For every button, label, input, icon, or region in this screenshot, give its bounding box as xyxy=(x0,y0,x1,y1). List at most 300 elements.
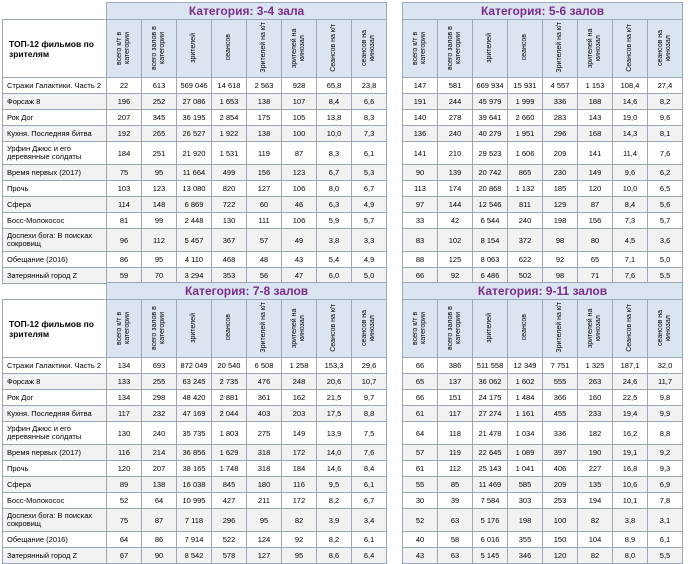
table-row xyxy=(3,445,387,461)
table-cell: 95 xyxy=(142,165,177,181)
table-cell: 2 448 xyxy=(177,213,212,229)
column-header-cell xyxy=(352,20,387,78)
table-cell: 52 xyxy=(107,493,142,509)
table-cell: 117 xyxy=(107,406,142,422)
column-header-cell xyxy=(543,20,578,78)
table-cell: 58 xyxy=(438,532,473,548)
film-name: Кухня. Последняя битва xyxy=(3,126,107,142)
table-cell: 87 xyxy=(282,142,317,165)
film-name: Форсаж 8 xyxy=(3,374,107,390)
table-cell: 555 xyxy=(543,374,578,390)
column-header-cell xyxy=(543,300,578,358)
table-cell: 82 xyxy=(578,509,613,532)
table-cell: 4,9 xyxy=(352,197,387,213)
table-cell: 8,0 xyxy=(613,548,648,564)
table-cell: 622 xyxy=(508,252,543,268)
table-cell: 8,2 xyxy=(648,94,683,110)
table-cell: 162 xyxy=(282,390,317,406)
table-cell: 120 xyxy=(578,181,613,197)
column-header: зрителей xyxy=(486,312,493,343)
column-header-cell xyxy=(648,20,683,78)
table-cell: 9,7 xyxy=(352,390,387,406)
table-cell: 11,7 xyxy=(648,374,683,390)
table-cell: 95 xyxy=(282,548,317,564)
table-cell: 16,8 xyxy=(613,461,648,477)
table-cell: 8,9 xyxy=(613,532,648,548)
table-cell: 119 xyxy=(247,142,282,165)
film-name: Доспехи бога: В поисках сокровищ xyxy=(3,229,107,252)
table-cell: 2 854 xyxy=(212,110,247,126)
column-header: сеансов на кинозал xyxy=(361,29,377,66)
column-header: всего залов в категории xyxy=(447,25,462,70)
table-cell: 207 xyxy=(107,110,142,126)
table-row xyxy=(403,477,683,493)
table-cell: 52 xyxy=(403,509,438,532)
table-cell: 669 934 xyxy=(473,78,508,94)
table-cell: 1 606 xyxy=(508,142,543,165)
table-cell: 150 xyxy=(543,532,578,548)
table-cell: 6 869 xyxy=(177,197,212,213)
table-cell: 96 xyxy=(107,229,142,252)
table-cell: 210 xyxy=(438,142,473,165)
category-title: Категория: 3-4 зала xyxy=(107,3,387,20)
table-cell: 36 856 xyxy=(177,445,212,461)
table-cell: 7,8 xyxy=(648,493,683,509)
row-header: ТОП-12 фильмов по зрителям xyxy=(3,300,107,358)
table-cell: 16,2 xyxy=(613,422,648,445)
table-cell: 9,6 xyxy=(648,110,683,126)
table-cell: 14,6 xyxy=(317,461,352,477)
table-cell: 8,4 xyxy=(613,197,648,213)
table-row xyxy=(403,461,683,477)
film-name: Стражи Галактики. Часть 2 xyxy=(3,78,107,94)
table-cell: 9,3 xyxy=(648,461,683,477)
table-row xyxy=(3,406,387,422)
column-header: Сеансов на к/т xyxy=(626,303,633,352)
table-cell: 353 xyxy=(212,268,247,284)
table-cell: 90 xyxy=(142,548,177,564)
table-cell: 613 xyxy=(142,78,177,94)
table-cell: 928 xyxy=(282,78,317,94)
table-cell: 21,5 xyxy=(317,390,352,406)
table-cell: 86 xyxy=(142,532,177,548)
table-cell: 147 xyxy=(403,78,438,94)
column-header-cell xyxy=(438,20,473,78)
table-cell: 5 145 xyxy=(473,548,508,564)
category-title: Категория: 5-6 залов xyxy=(403,3,683,20)
column-header: зрителей xyxy=(486,32,493,63)
table-cell: 7,3 xyxy=(352,126,387,142)
table-cell: 13 080 xyxy=(177,181,212,197)
column-header: сеансов на кинозал xyxy=(657,309,672,346)
table-cell: 6,9 xyxy=(648,477,683,493)
film-name: Форсаж 8 xyxy=(3,94,107,110)
column-header: всего к/т в категории xyxy=(116,30,131,65)
table-cell: 139 xyxy=(438,165,473,181)
column-header-cell xyxy=(282,20,317,78)
table-cell: 19,1 xyxy=(613,445,648,461)
table-cell: 106 xyxy=(282,213,317,229)
column-header-cell xyxy=(578,300,613,358)
table-cell: 151 xyxy=(438,390,473,406)
table-row xyxy=(403,142,683,165)
film-name: Обещание (2016) xyxy=(3,252,107,268)
panel-7-8 xyxy=(2,282,392,564)
column-header: зрителей xyxy=(190,32,197,63)
table-cell: 21 478 xyxy=(473,422,508,445)
table-cell: 5,5 xyxy=(648,548,683,564)
row-header: ТОП-12 фильмов по зрителям xyxy=(3,20,107,78)
table-cell: 3,8 xyxy=(317,229,352,252)
table-cell: 8,1 xyxy=(648,126,683,142)
table-cell: 198 xyxy=(508,509,543,532)
table-cell: 118 xyxy=(438,422,473,445)
table-cell: 5,0 xyxy=(352,268,387,284)
table-cell: 1 803 xyxy=(212,422,247,445)
column-header: всего к/т в категории xyxy=(412,30,427,65)
table-cell: 138 xyxy=(142,477,177,493)
column-header: сеансов на кинозал xyxy=(361,309,377,346)
table-cell: 92 xyxy=(543,252,578,268)
table-cell: 240 xyxy=(438,126,473,142)
table-cell: 240 xyxy=(508,213,543,229)
table-cell: 22,5 xyxy=(613,390,648,406)
table-cell: 194 xyxy=(578,493,613,509)
table-cell: 522 xyxy=(212,532,247,548)
table-cell: 820 xyxy=(212,181,247,197)
table-cell: 6,2 xyxy=(648,165,683,181)
table-cell: 233 xyxy=(578,406,613,422)
column-header-cell xyxy=(403,300,438,358)
table-cell: 5 176 xyxy=(473,509,508,532)
table-row xyxy=(3,213,387,229)
table-cell: 240 xyxy=(142,422,177,445)
table-row xyxy=(403,532,683,548)
table-cell: 811 xyxy=(508,197,543,213)
category-table xyxy=(2,2,387,284)
table-cell: 10,6 xyxy=(613,477,648,493)
table-cell: 160 xyxy=(578,390,613,406)
table-cell: 8,3 xyxy=(352,110,387,126)
table-cell: 367 xyxy=(212,229,247,252)
film-name: Урфин Джюс и его деревянные солдаты xyxy=(3,142,107,165)
panel-5-6 xyxy=(402,2,688,284)
table-cell: 8,4 xyxy=(352,461,387,477)
table-cell: 120 xyxy=(543,548,578,564)
table-cell: 16 038 xyxy=(177,477,212,493)
table-cell: 43 xyxy=(403,548,438,564)
table-cell: 3,9 xyxy=(317,509,352,532)
table-cell: 190 xyxy=(578,445,613,461)
column-header: Сеансов на к/т xyxy=(626,23,633,72)
table-cell: 9,5 xyxy=(317,477,352,493)
table-cell: 6,5 xyxy=(648,181,683,197)
table-cell: 20 540 xyxy=(212,358,247,374)
table-cell: 156 xyxy=(578,213,613,229)
film-name: Босс-Молокосос xyxy=(3,493,107,509)
table-cell: 36 195 xyxy=(177,110,212,126)
table-row xyxy=(3,252,387,268)
category-title: Категория: 7-8 залов xyxy=(107,283,387,300)
column-header-cell xyxy=(212,300,247,358)
table-cell: 20,6 xyxy=(317,374,352,390)
table-cell: 112 xyxy=(438,461,473,477)
table-cell: 80 xyxy=(578,229,613,252)
table-cell: 29,6 xyxy=(352,358,387,374)
table-cell: 92 xyxy=(282,532,317,548)
table-cell: 125 xyxy=(438,252,473,268)
column-header-cell xyxy=(473,20,508,78)
table-row xyxy=(403,445,683,461)
table-cell: 722 xyxy=(212,197,247,213)
table-row xyxy=(3,110,387,126)
table-cell: 57 xyxy=(247,229,282,252)
table-cell: 105 xyxy=(282,110,317,126)
table-row xyxy=(403,181,683,197)
table-cell: 30 xyxy=(403,493,438,509)
table-cell: 7,6 xyxy=(648,142,683,165)
table-cell: 569 046 xyxy=(177,78,212,94)
table-cell: 406 xyxy=(543,461,578,477)
table-cell: 578 xyxy=(212,548,247,564)
table-cell: 372 xyxy=(508,229,543,252)
table-cell: 10,7 xyxy=(352,374,387,390)
film-name: Затерянный город Z xyxy=(3,268,107,284)
table-cell: 13,8 xyxy=(317,110,352,126)
table-row xyxy=(3,165,387,181)
panel-3-4 xyxy=(2,2,392,284)
table-cell: 9,6 xyxy=(613,165,648,181)
table-cell: 148 xyxy=(142,197,177,213)
table-cell: 40 xyxy=(403,532,438,548)
table-cell: 168 xyxy=(578,126,613,142)
table-row xyxy=(3,548,387,564)
table-cell: 1 153 xyxy=(578,78,613,94)
table-row xyxy=(403,94,683,110)
table-cell: 455 xyxy=(543,406,578,422)
table-cell: 8 063 xyxy=(473,252,508,268)
table-cell: 1 132 xyxy=(508,181,543,197)
table-cell: 3,6 xyxy=(648,229,683,252)
column-header-cell xyxy=(508,300,543,358)
table-cell: 119 xyxy=(438,445,473,461)
table-cell: 207 xyxy=(142,461,177,477)
table-cell: 70 xyxy=(142,268,177,284)
table-cell: 214 xyxy=(142,445,177,461)
table-cell: 112 xyxy=(142,229,177,252)
column-header-cell xyxy=(473,300,508,358)
table-cell: 113 xyxy=(403,181,438,197)
table-cell: 90 xyxy=(403,165,438,181)
table-cell: 123 xyxy=(282,165,317,181)
table-cell: 6 486 xyxy=(473,268,508,284)
table-cell: 14,6 xyxy=(613,94,648,110)
table-cell: 14 618 xyxy=(212,78,247,94)
table-cell: 4 110 xyxy=(177,252,212,268)
table-cell: 8 542 xyxy=(177,548,212,564)
table-cell: 6,7 xyxy=(352,493,387,509)
table-cell: 124 xyxy=(247,532,282,548)
table-cell: 24,6 xyxy=(613,374,648,390)
table-cell: 1 041 xyxy=(508,461,543,477)
table-cell: 211 xyxy=(247,493,282,509)
table-cell: 298 xyxy=(142,390,177,406)
film-name: Рок Дог xyxy=(3,110,107,126)
table-cell: 46 xyxy=(282,197,317,213)
table-cell: 111 xyxy=(247,213,282,229)
category-table xyxy=(2,282,387,564)
table-cell: 40 279 xyxy=(473,126,508,142)
film-name: Обещание (2016) xyxy=(3,532,107,548)
table-cell: 1 484 xyxy=(508,390,543,406)
table-cell: 2 735 xyxy=(212,374,247,390)
table-cell: 227 xyxy=(578,461,613,477)
table-cell: 71 xyxy=(578,268,613,284)
table-cell: 12 546 xyxy=(473,197,508,213)
table-row xyxy=(403,229,683,252)
table-cell: 7,6 xyxy=(352,445,387,461)
table-cell: 2 881 xyxy=(212,390,247,406)
column-header-cell xyxy=(508,20,543,78)
table-cell: 133 xyxy=(107,374,142,390)
table-cell: 64 xyxy=(403,422,438,445)
table-cell: 14,3 xyxy=(613,126,648,142)
table-cell: 366 xyxy=(543,390,578,406)
table-cell: 66 xyxy=(403,358,438,374)
table-cell: 25 143 xyxy=(473,461,508,477)
table-cell: 102 xyxy=(438,229,473,252)
table-cell: 134 xyxy=(107,390,142,406)
table-cell: 198 xyxy=(543,213,578,229)
column-header-cell xyxy=(613,20,648,78)
table-cell: 129 xyxy=(543,197,578,213)
table-row xyxy=(403,126,683,142)
table-cell: 95 xyxy=(142,252,177,268)
table-cell: 65 xyxy=(403,374,438,390)
table-cell: 1 325 xyxy=(578,358,613,374)
table-cell: 318 xyxy=(247,461,282,477)
table-cell: 127 xyxy=(247,548,282,564)
table-row xyxy=(3,422,387,445)
table-cell: 6 544 xyxy=(473,213,508,229)
table-row xyxy=(3,181,387,197)
table-cell: 116 xyxy=(107,445,142,461)
table-cell: 7,3 xyxy=(613,213,648,229)
table-cell: 9,8 xyxy=(648,390,683,406)
table-cell: 1 602 xyxy=(508,374,543,390)
table-cell: 318 xyxy=(247,445,282,461)
category-table xyxy=(402,2,683,284)
table-cell: 283 xyxy=(543,110,578,126)
table-cell: 11,4 xyxy=(613,142,648,165)
column-header: Зрителей на к/т xyxy=(260,302,267,353)
table-cell: 65,8 xyxy=(317,78,352,94)
table-cell: 468 xyxy=(212,252,247,268)
table-cell: 27 274 xyxy=(473,406,508,422)
table-cell: 98 xyxy=(543,268,578,284)
table-cell: 67 xyxy=(107,548,142,564)
table-cell: 86 xyxy=(107,252,142,268)
table-cell: 1 629 xyxy=(212,445,247,461)
table-cell: 106 xyxy=(282,181,317,197)
table-cell: 141 xyxy=(578,142,613,165)
column-header-cell xyxy=(107,300,142,358)
title-spacer xyxy=(3,283,107,300)
table-cell: 20 868 xyxy=(473,181,508,197)
table-cell: 244 xyxy=(438,94,473,110)
table-cell: 55 xyxy=(403,477,438,493)
column-header-cell xyxy=(613,300,648,358)
table-cell: 43 xyxy=(282,252,317,268)
table-cell: 230 xyxy=(543,165,578,181)
table-cell: 4,9 xyxy=(352,252,387,268)
table-cell: 174 xyxy=(438,181,473,197)
table-cell: 6,7 xyxy=(352,181,387,197)
column-header-cell xyxy=(282,300,317,358)
table-cell: 42 xyxy=(438,213,473,229)
table-cell: 2 660 xyxy=(508,110,543,126)
table-cell: 192 xyxy=(107,126,142,142)
table-cell: 134 xyxy=(107,358,142,374)
table-cell: 140 xyxy=(403,110,438,126)
film-name: Босс-Молокосос xyxy=(3,213,107,229)
table-cell: 7 914 xyxy=(177,532,212,548)
column-header-cell xyxy=(142,20,177,78)
table-cell: 32,0 xyxy=(648,358,683,374)
table-cell: 38 165 xyxy=(177,461,212,477)
table-row xyxy=(3,461,387,477)
table-cell: 135 xyxy=(578,477,613,493)
table-cell: 156 xyxy=(247,165,282,181)
table-cell: 1 999 xyxy=(508,94,543,110)
table-cell: 123 xyxy=(142,181,177,197)
table-row xyxy=(3,532,387,548)
table-cell: 10,0 xyxy=(317,126,352,142)
table-cell: 5,6 xyxy=(648,197,683,213)
table-cell: 427 xyxy=(212,493,247,509)
table-cell: 97 xyxy=(403,197,438,213)
table-cell: 5,4 xyxy=(317,252,352,268)
table-cell: 196 xyxy=(107,94,142,110)
table-cell: 87 xyxy=(578,197,613,213)
column-header-cell xyxy=(107,20,142,78)
table-cell: 6 508 xyxy=(247,358,282,374)
column-header: всего залов в категории xyxy=(151,25,166,70)
table-row xyxy=(3,126,387,142)
table-cell: 24 175 xyxy=(473,390,508,406)
table-cell: 149 xyxy=(282,422,317,445)
table-cell: 4 557 xyxy=(543,78,578,94)
table-cell: 6 016 xyxy=(473,532,508,548)
column-header: сеансов на кинозал xyxy=(657,29,673,66)
column-header-cell xyxy=(352,300,387,358)
table-cell: 585 xyxy=(508,477,543,493)
table-row xyxy=(3,94,387,110)
table-cell: 23,8 xyxy=(352,78,387,94)
table-cell: 83 xyxy=(403,229,438,252)
film-name: Сфера xyxy=(3,197,107,213)
table-cell: 63 245 xyxy=(177,374,212,390)
table-cell: 66 xyxy=(403,268,438,284)
table-cell: 103 xyxy=(107,181,142,197)
film-name: Урфин Джюс и его деревянные солдаты xyxy=(3,422,107,445)
column-header: зрителей на кинозал xyxy=(291,27,306,68)
table-cell: 303 xyxy=(508,493,543,509)
table-cell: 35 735 xyxy=(177,422,212,445)
table-cell: 9,2 xyxy=(648,445,683,461)
table-row xyxy=(3,197,387,213)
column-header: сеансов xyxy=(225,34,232,61)
